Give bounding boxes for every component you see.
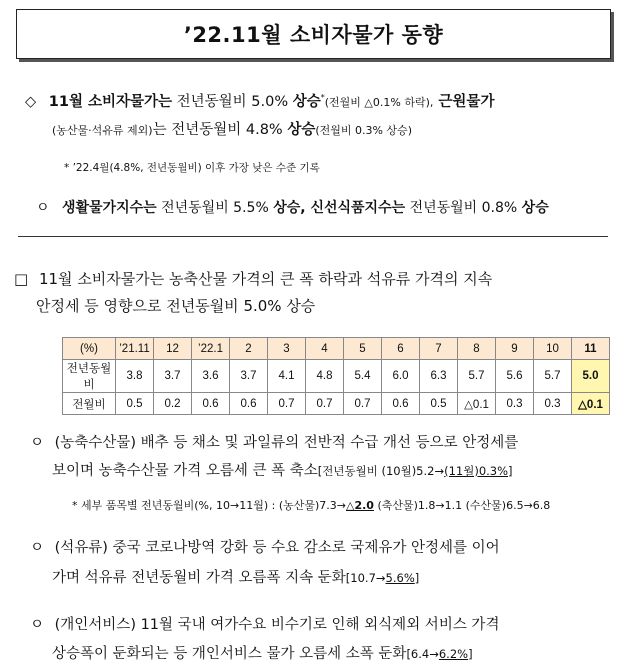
table-row <box>63 360 610 393</box>
table-cell: 0.6 <box>230 393 268 415</box>
diamond-bullet-icon: ◇ <box>25 94 37 110</box>
circle-bullet-icon: ㅇ <box>36 200 50 216</box>
summary-sub-line: ㅇ 생활물가지수는 전년동월비 5.5% 상승, 신선식품지수는 전년동월비 0.8% 상승 <box>36 200 549 216</box>
point-1-line-1: ㅇ (농축수산물) 배추 등 채소 및 과일류의 전반적 수급 개선 등으로 안정세를 <box>30 435 519 451</box>
table-cell: 4.1 <box>268 360 306 393</box>
table-header-cell: ’22.1 <box>192 338 230 360</box>
circle-bullet-icon: ㅇ <box>30 435 45 451</box>
table-header-cell: 6 <box>382 338 420 360</box>
table-cell: 5.0 <box>572 360 610 393</box>
table-cell: 5.4 <box>344 360 382 393</box>
table-cell: 3.7 <box>230 360 268 393</box>
table-header-cell: 7 <box>420 338 458 360</box>
point-3-line-2: 상승폭이 둔화되는 등 개인서비스 물가 오름세 소폭 둔화[6.4→6.2%] <box>52 646 473 662</box>
square-bullet-icon: □ <box>14 270 29 288</box>
title-box <box>16 9 611 59</box>
table-cell: 3.7 <box>154 360 192 393</box>
table-cell: 5.7 <box>534 360 572 393</box>
table-cell: △0.1 <box>458 393 496 415</box>
circle-bullet-icon: ㅇ <box>30 617 45 633</box>
table-header-cell: ’21.11 <box>116 338 154 360</box>
table-cell: 0.6 <box>382 393 420 415</box>
table-row-label: 전년동월비 <box>63 360 116 393</box>
table-cell: 0.3 <box>534 393 572 415</box>
summary-footnote: * ’22.4월(4.8%, 전년동월비) 이후 가장 낮은 수준 기록 <box>64 162 320 174</box>
point-1-footnote: * 세부 품목별 전년동월비(%, 10→11월) : (농산물)7.3→△2.0 (축산물)1.8→1.1 (수산물)6.5→6.8 <box>72 499 551 512</box>
page-title: ’22.11월 소비자물가 동향 <box>183 23 444 47</box>
table-cell: 0.7 <box>268 393 306 415</box>
table-cell: 6.3 <box>420 360 458 393</box>
table-row <box>63 393 610 415</box>
table-cell: 3.8 <box>116 360 154 393</box>
table-header-cell: 3 <box>268 338 306 360</box>
table-cell: 0.7 <box>306 393 344 415</box>
table-header-cell: 11 <box>572 338 610 360</box>
table-header-cell: 12 <box>154 338 192 360</box>
table-row-label: 전월비 <box>63 393 116 415</box>
table-cell: 0.3 <box>496 393 534 415</box>
table-header-cell: 2 <box>230 338 268 360</box>
table-cell: 0.5 <box>420 393 458 415</box>
table-cell: △0.1 <box>572 393 610 415</box>
summary-line-2: (농산물·석유류 제외)는 전년동월비 4.8% 상승(전월비 0.3% 상승) <box>52 122 412 138</box>
table-unit-cell: (%) <box>63 338 116 360</box>
table-header-cell: 9 <box>496 338 534 360</box>
table-cell: 5.7 <box>458 360 496 393</box>
table-cell: 6.0 <box>382 360 420 393</box>
point-2-line-2: 가며 석유류 전년동월비 가격 오름폭 지속 둔화[10.7→5.6%] <box>52 570 420 586</box>
table-header-row <box>63 338 610 360</box>
table-cell: 0.2 <box>154 393 192 415</box>
table-cell: 5.6 <box>496 360 534 393</box>
section-line-1: □ 11월 소비자물가는 농축산물 가격의 큰 폭 하락과 석유류 가격의 지속 <box>14 270 493 288</box>
table-cell: 0.7 <box>344 393 382 415</box>
circle-bullet-icon: ㅇ <box>30 540 45 556</box>
table-header-cell: 4 <box>306 338 344 360</box>
point-2-line-1: ㅇ (석유류) 중국 코로나방역 강화 등 수요 감소로 국제유가 안정세를 이어 <box>30 540 500 556</box>
cpi-table <box>62 337 610 415</box>
section-line-2: 안정세 등 영향으로 전년동월비 5.0% 상승 <box>36 297 316 315</box>
point-3-line-1: ㅇ (개인서비스) 11월 국내 여가수요 비수기로 인해 외식제외 서비스 가격 <box>30 617 500 633</box>
divider <box>18 236 608 237</box>
table-cell: 4.8 <box>306 360 344 393</box>
table-cell: 3.6 <box>192 360 230 393</box>
point-1-line-2: 보이며 농축수산물 가격 오름세 큰 폭 축소[전년동월비 (10월)5.2→(11월)0.3%] <box>52 463 513 479</box>
table-header-cell: 5 <box>344 338 382 360</box>
table-header-cell: 8 <box>458 338 496 360</box>
summary-line-1: ◇ 11월 소비자물가는 전년동월비 5.0% 상승*(전월비 △0.1% 하락), 근원물가 <box>25 93 495 110</box>
table-cell: 0.5 <box>116 393 154 415</box>
table-header-cell: 10 <box>534 338 572 360</box>
table-cell: 0.6 <box>192 393 230 415</box>
